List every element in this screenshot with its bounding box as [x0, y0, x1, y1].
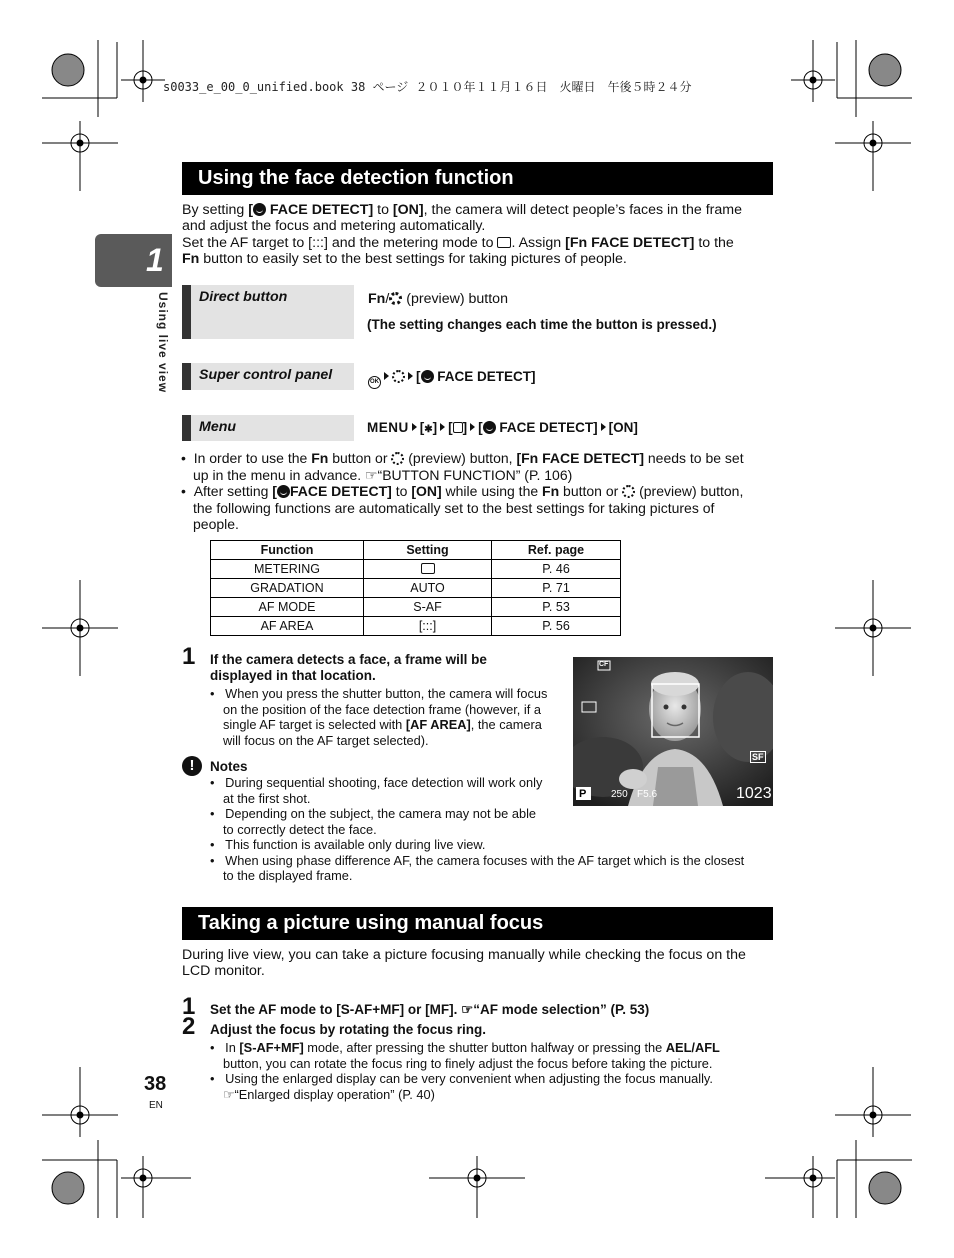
shutter-speed: 250 — [611, 789, 628, 800]
mode-indicator: P — [579, 788, 587, 800]
section-title-face-detection: Using the face detection function — [182, 162, 773, 195]
chapter-number: 1 — [146, 242, 164, 278]
card-icon: CF — [599, 661, 609, 668]
metering-icon — [421, 563, 435, 574]
chapter-side-label: Using live view — [156, 292, 170, 394]
direct-button-line: Fn/ (preview) button — [368, 291, 508, 307]
section2-intro: During live view, you can take a picture focusing manually while checking the focus on the LCD monitor. — [182, 947, 746, 980]
notes-icon: ! — [182, 756, 202, 776]
quality-icon: SF — [752, 752, 764, 762]
notes-title: Notes — [210, 759, 248, 774]
table-row: AF AREA [:::] P. 56 — [211, 617, 621, 636]
settings-table — [210, 540, 621, 636]
panel-direct-button: Direct button — [182, 285, 354, 339]
page-number: 38 — [144, 1073, 167, 1095]
aperture-value: F5.6 — [637, 789, 658, 800]
panel-super-control: Super control panel — [182, 363, 354, 390]
step-number: 2 — [182, 1013, 196, 1040]
step2-text: Adjust the focus by rotating the focus ring. — [210, 1022, 487, 1037]
preview-icon — [389, 292, 402, 305]
step1-text: Set the AF mode to [S-AF+MF] or [MF]. ☞“AF mode selection” (P. 53) — [210, 1002, 650, 1017]
section1-intro: By setting [ FACE DETECT] to [ON], the camera will detect people’s faces in the frame and adjust the focus and metering automatically. Set the AF target to [:::] and the metering mode to . Assign [Fn FACE DETECT] to the Fn button to easily set to the best settings for taking pictures of people. — [182, 202, 742, 268]
menu-path: MENU [✱] [ ] [ FACE DETECT] [ON] — [367, 420, 638, 435]
step-number: 1 — [182, 993, 196, 1020]
face-icon — [253, 203, 266, 216]
super-control-path: OK [ FACE DETECT] — [368, 369, 536, 389]
table-header-row: Function Setting Ref. page — [211, 541, 621, 560]
shots-remaining: 1023 — [736, 785, 772, 802]
table-row: METERING P. 46 — [211, 560, 621, 579]
language-code: EN — [149, 1100, 163, 1111]
table-row: AF MODE S-AF P. 53 — [211, 598, 621, 617]
notes-list: • During sequential shooting, face detection will work only at the first shot. • Depending on the subject, the camera may not be able to correctly detect the face. • This function is available only during live view. • When using phase difference AF, the camera focuses with the AF target which is the closest to the displayed frame. — [210, 775, 745, 883]
book-header: s0033_e_00_0_unified.book 38 ページ ２０１０年１１月１６日 火曜日 午後５時２４分 — [163, 80, 692, 94]
section-title-manual-focus: Taking a picture using manual focus — [182, 907, 773, 940]
step-number: 1 — [182, 643, 196, 670]
bullets-face-detect: • In order to use the Fn button or (preview) button, [Fn FACE DETECT] needs to be set up in the menu in advance. ☞“BUTTON FUNCTION” (P. 106) • After setting [ FACE DETECT] to [ON] while using the Fn button or (preview) button, the following functions are automatically set to the best settings for taking pictures of people. — [181, 450, 744, 532]
section2-bullets: • In [S-AF+MF] mode, after pressing the shutter button halfway or pressing the AEL/AFL button, you can rotate the focus ring to finely adjust the focus before taking the picture. • Using the enlarged display can be very convenient when adjusting the focus manually. ☞“Enlarged display operation” (P. 40) — [210, 1040, 720, 1102]
direct-button-note: (The setting changes each time the button is pressed.) — [367, 317, 717, 332]
table-row: GRADATION AUTO P. 71 — [211, 579, 621, 598]
step-face-title: If the camera detects a face, a frame will be displayed in that location. — [210, 652, 487, 683]
step-face-bullet: • When you press the shutter button, the camera will focus on the position of the face detection frame (however, if a single AF target is selected with [AF AREA], the camera will focus on the AF target selected). — [210, 686, 548, 748]
panel-menu: Menu — [182, 415, 354, 441]
metering-icon — [497, 237, 511, 248]
